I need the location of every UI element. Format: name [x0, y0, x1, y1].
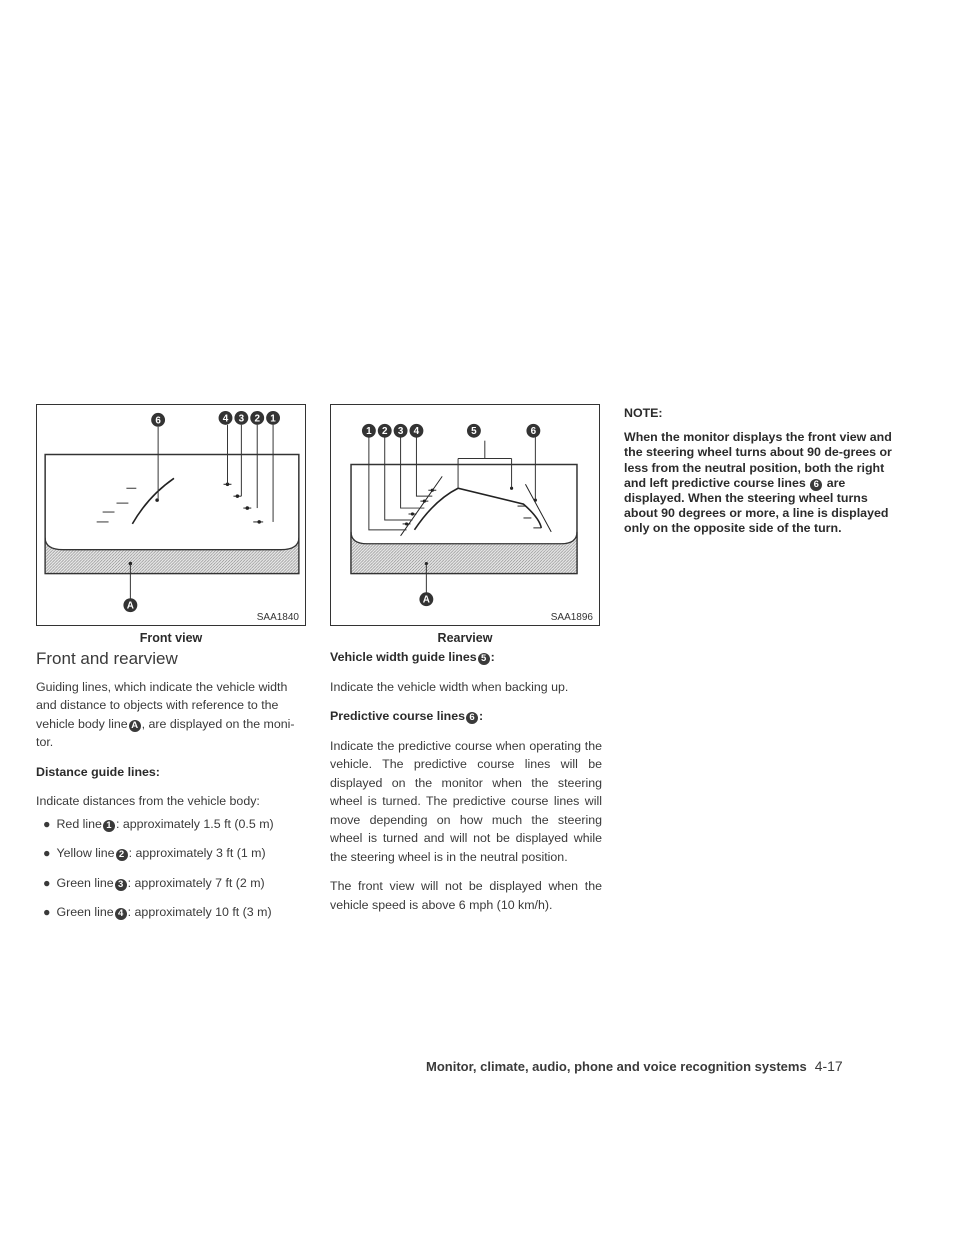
bullet-icon: ●	[43, 905, 51, 919]
distance-heading: Distance guide lines:	[36, 764, 160, 779]
marker-icon: 2	[116, 849, 128, 861]
note-heading: NOTE:	[624, 406, 663, 420]
marker-3-label: 3	[238, 413, 245, 425]
vehicle-body-area	[45, 538, 299, 574]
predictive-text: Indicate the predictive course when operating the vehicle. The predictive course lines will be displayed on the monitor when the steering wheel is turned. The predictive course lines will move depending on how much the steering wheel is turned and will not be displayed while the steering wheel is in the neutral position.	[330, 738, 602, 864]
figure-code: SAA1840	[256, 612, 299, 623]
svg-text:3: 3	[397, 426, 404, 438]
front-view-figure	[36, 404, 306, 626]
marker-icon: 3	[115, 879, 127, 891]
marker-icon: 1	[103, 820, 115, 832]
distance-list	[36, 815, 308, 922]
svg-text:A: A	[422, 594, 430, 606]
intro-paragraph: Guiding lines, which indicate the vehicle width and distance to objects with reference to the vehicle body line A , are displayed on the moni-tor.	[36, 679, 295, 749]
svg-text:6: 6	[530, 426, 537, 438]
section-heading: Front and rearview	[36, 649, 178, 668]
rear-view-caption: Rearview	[437, 631, 493, 645]
right-column	[624, 406, 896, 548]
front-view-caption: Front view	[139, 631, 203, 645]
front-view-note: The front view will not be displayed when the vehicle speed is above 6 mph (10 km/h).	[330, 879, 602, 912]
bullet-icon: ●	[43, 816, 51, 831]
page-number: 4-17	[814, 1058, 843, 1074]
vehicle-body-area	[351, 532, 577, 574]
svg-text:4: 4	[413, 426, 420, 438]
distance-intro: Indicate distances from the vehicle body:	[36, 794, 260, 808]
width-guide-text: Indicate the vehicle width when backing up.	[330, 679, 569, 694]
marker-1-label: 1	[270, 413, 276, 425]
marker-6-label: 6	[155, 415, 161, 427]
marker-a-icon: A	[129, 720, 141, 732]
footer-title: Monitor, climate, audio, phone and voice recognition systems	[426, 1059, 807, 1074]
middle-column	[330, 648, 602, 925]
predictive-course-line	[132, 478, 174, 524]
bullet-icon: ●	[43, 875, 51, 890]
figure-code: SAA1896	[550, 612, 593, 623]
distance-list-item: ● Green line 4 : approximately 10 ft (3 m)	[43, 905, 272, 919]
rear-view-diagram	[331, 405, 599, 625]
bullet-icon: ●	[43, 846, 51, 860]
note-text: When the monitor displays the front view and the steering wheel turns about 90 de-grees or less from the neutral position, both the right and left predictive course lines 6 are displayed. When the steering wheel turns about 90 degrees or more, a line is displayed only on the opposite side of the turn.	[624, 430, 892, 536]
distance-list-item: ● Green line 3 : approximately 7 ft (2 m)	[43, 875, 265, 890]
marker-2-label: 2	[254, 413, 260, 425]
width-guide-heading: Vehicle width guide lines 5 :	[330, 650, 495, 664]
svg-text:1: 1	[366, 426, 372, 438]
svg-text:2: 2	[381, 426, 388, 438]
marker-6-icon: 6	[466, 712, 478, 724]
page-footer	[426, 1058, 843, 1074]
left-column	[36, 650, 308, 933]
marker-5-icon: 5	[478, 653, 490, 665]
distance-list-item: ● Red line 1 : approximately 1.5 ft (0.5 m)	[43, 816, 274, 831]
marker-a-label: A	[126, 600, 134, 612]
rear-view-figure	[330, 404, 600, 626]
marker-4-label: 4	[222, 413, 229, 425]
marker-6-icon: 6	[810, 479, 822, 491]
distance-list-item: ● Yellow line 2 : approximately 3 ft (1 m)	[43, 846, 266, 860]
front-view-diagram	[37, 405, 305, 625]
vehicle-width-line	[414, 488, 541, 530]
svg-text:5: 5	[471, 426, 477, 438]
marker-icon: 4	[115, 908, 127, 920]
predictive-heading: Predictive course lines 6 :	[330, 709, 484, 723]
